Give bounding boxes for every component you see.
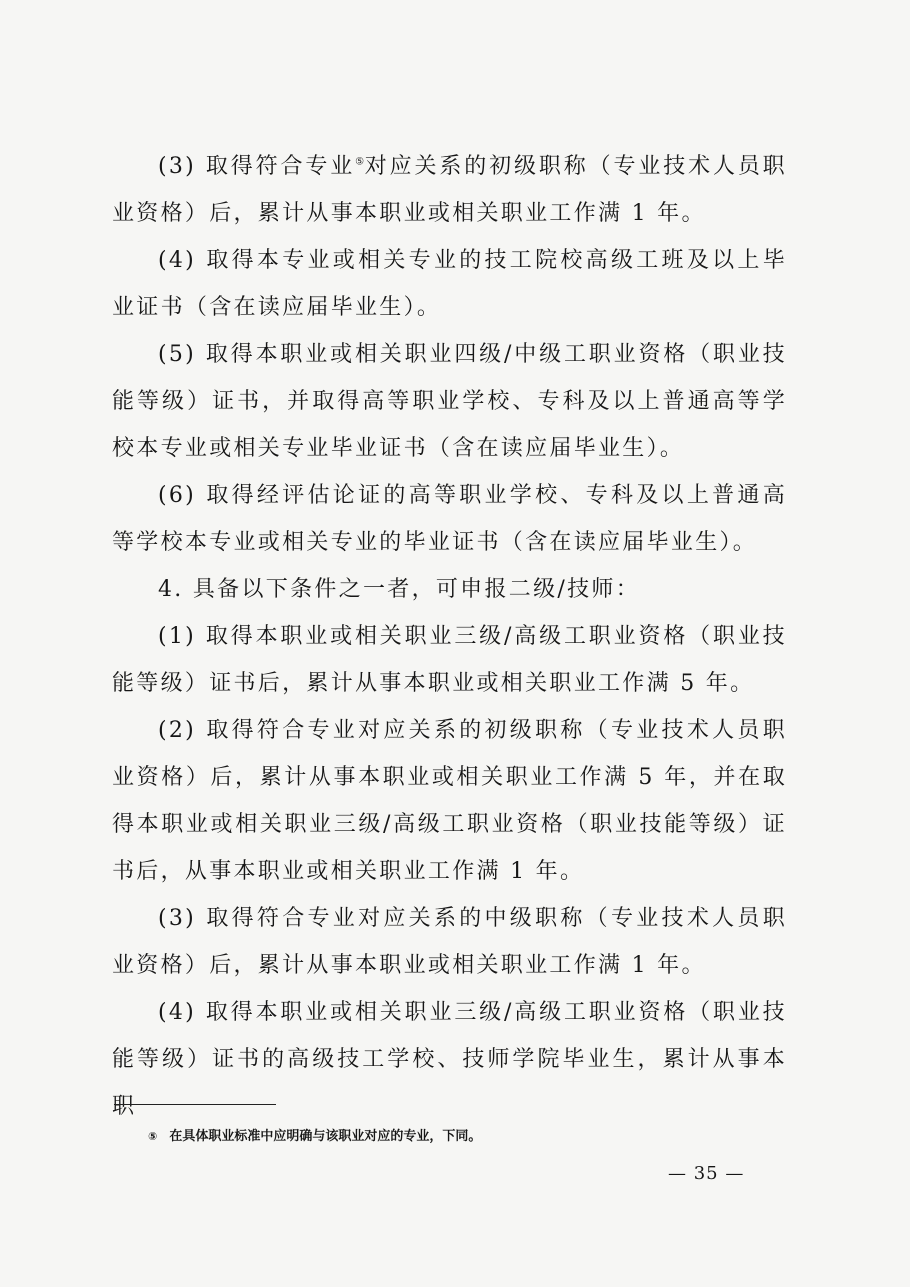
- footnote-divider: [114, 1104, 276, 1105]
- paragraph-3-4: (6) 取得经评估论证的高等职业学校、专科及以上普通高等学校本专业或相关专业的毕业证书（含在读应届毕业生）。: [112, 483, 787, 555]
- body-text: [112, 143, 787, 1130]
- paragraph-3-3: (5) 取得本职业或相关职业四级/中级工职业资格（职业技能等级）证书，并取得高等职业学校、专科及以上普通高等学校本专业或相关专业毕业证书（含在读应届毕业生）。: [112, 342, 787, 461]
- paragraph-3-1: [112, 143, 787, 237]
- footnote-text: 在具体职业标准中应明确与该职业对应的专业，下同。: [169, 1129, 482, 1144]
- paragraph-4-2: (2) 取得符合专业对应关系的初级职称（专业技术人员职业资格）后，累计从事本职业或相关职业工作满 5 年，并在取得本职业或相关职业三级/高级工职业资格（职业技能等级）证书后，从事本职业或相关职业工作满 1 年。: [112, 718, 787, 884]
- footnote-mark: ⑤: [148, 1130, 158, 1143]
- page-number: — 35 —: [668, 1163, 745, 1184]
- paragraph-4-3: (3) 取得符合专业对应关系的中级职称（专业技术人员职业资格）后，累计从事本职业或相关职业工作满 1 年。: [112, 906, 787, 978]
- paragraph-4-1: (1) 取得本职业或相关职业三级/高级工职业资格（职业技能等级）证书后，累计从事本职业或相关职业工作满 5 年。: [112, 624, 787, 696]
- paragraph-4-4: (4) 取得本职业或相关职业三级/高级工职业资格（职业技能等级）证书的高级技工学校、技师学院毕业生，累计从事本职: [112, 1000, 787, 1119]
- footnote: [148, 1128, 481, 1146]
- paragraph-text: 对应关系的初级职称（专业技术人员职业资格）后，累计从事本职业或相关职业工作满 1 年。: [112, 154, 787, 226]
- footnote-reference[interactable]: ⑤: [355, 156, 365, 168]
- paragraph-3-2: (4) 取得本专业或相关专业的技工院校高级工班及以上毕业证书（含在读应届毕业生）。: [112, 248, 787, 320]
- paragraph-text: (3) 取得符合专业: [158, 154, 356, 179]
- section-heading-4: 4. 具备以下条件之一者，可申报二级/技师：: [158, 577, 640, 602]
